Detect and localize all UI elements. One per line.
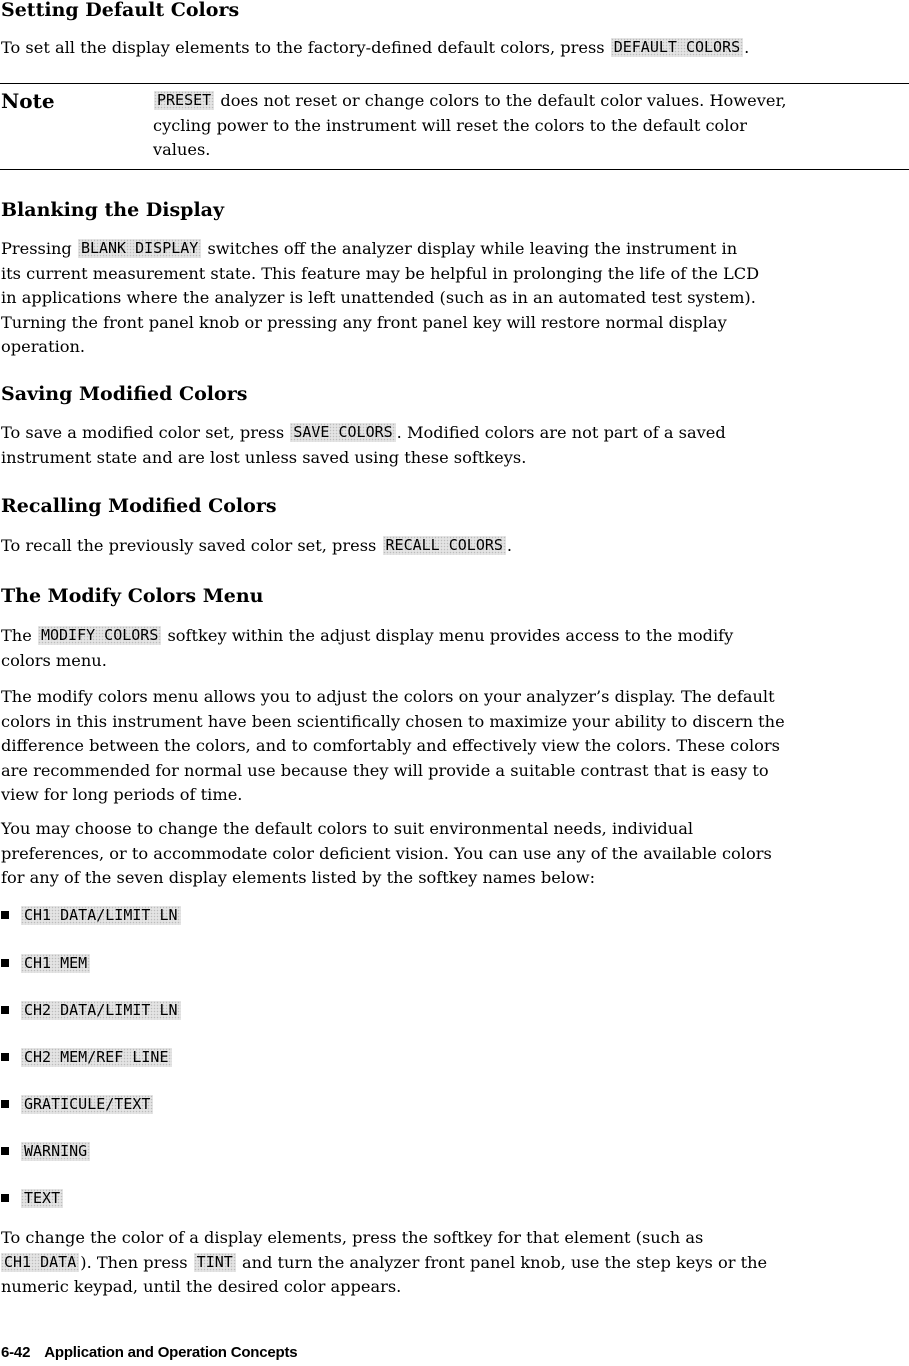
default-colors-paragraph [1, 36, 907, 61]
list-item [1, 1139, 91, 1163]
blank-display-softkey[interactable]: BLANK DISPLAY [78, 239, 201, 258]
bullet-icon [1, 1100, 9, 1108]
heading-blanking-display: Blanking the Display [1, 199, 225, 221]
list-item [1, 1092, 154, 1116]
text: values. [153, 140, 211, 159]
graticule-text-softkey[interactable]: GRATICULE/TEXT [21, 1095, 153, 1114]
text-line: for any of the seven display elements listed by the softkey names below: [1, 868, 596, 887]
text-line: preferences, or to accommodate color deficient vision. You can use any of the available colors [1, 843, 772, 863]
text-line: colors in this instrument have been scientifically chosen to maximize your ability to discern the [1, 711, 785, 731]
text-line: difference between the colors, and to comfortably and effectively view the colors. These colors [1, 736, 780, 755]
recalling-paragraph [1, 534, 907, 559]
bullet-icon [1, 1147, 9, 1155]
text-line: numeric keypad, until the desired color appears. [1, 1277, 402, 1296]
text: colors menu. [1, 650, 107, 670]
default-colors-softkey[interactable]: DEFAULT COLORS [611, 38, 743, 57]
note-text [153, 89, 903, 163]
text-softkey[interactable]: TEXT [21, 1189, 63, 1208]
text: . Modified colors are not part of a saved [396, 423, 726, 442]
text: switches off the analyzer display while leaving the instrument in [202, 239, 738, 258]
note-label: Note [1, 89, 55, 113]
heading-modify-colors-menu: The Modify Colors Menu [1, 585, 264, 607]
tint-softkey[interactable]: TINT [194, 1253, 236, 1272]
ch1-data-limit-ln-softkey[interactable]: CH1 DATA/LIMIT LN [21, 906, 181, 925]
note-bottom-rule [0, 169, 909, 170]
modify-colors-softkey[interactable]: MODIFY COLORS [38, 626, 161, 645]
modify-colors-description [1, 685, 907, 808]
list-item [1, 998, 182, 1022]
ch1-data-softkey[interactable]: CH1 DATA [1, 1253, 79, 1272]
text: in applications where the analyzer is left unattended (such as in an automated test system). [1, 288, 756, 307]
modify-colors-intro [1, 624, 907, 673]
footer-title: Application and Operation Concepts [44, 1344, 298, 1361]
bullet-icon [1, 1053, 9, 1061]
text: . [744, 38, 750, 57]
text: Turning the front panel knob or pressing any front panel key will restore normal display [1, 312, 727, 332]
text: To set all the display elements to the factory-defined default colors, press [1, 38, 610, 57]
blanking-paragraph [1, 237, 907, 360]
save-colors-softkey[interactable]: SAVE COLORS [290, 423, 395, 442]
text: The [1, 626, 37, 645]
text: operation. [1, 337, 86, 356]
heading-setting-default-colors: Setting Default Colors [1, 0, 240, 21]
text: its current measurement state. This feature may be helpful in prolonging the life of the LCD [1, 263, 760, 283]
text-line: The modify colors menu allows you to adjust the colors on your analyzer’s display. The default [1, 687, 775, 706]
text: To recall the previously saved color set, press [1, 536, 382, 555]
page-footer [1, 1344, 297, 1361]
page-number: 6-42 [1, 1344, 31, 1361]
ch1-mem-softkey[interactable]: CH1 MEM [21, 954, 90, 973]
warning-softkey[interactable]: WARNING [21, 1142, 90, 1161]
bullet-icon [1, 911, 9, 919]
text: cycling power to the instrument will reset the colors to the default color [153, 115, 747, 135]
list-item [1, 903, 182, 927]
change-color-paragraph [1, 1226, 907, 1300]
text-line: view for long periods of time. [1, 785, 243, 804]
recall-colors-softkey[interactable]: RECALL COLORS [383, 536, 506, 555]
bullet-icon [1, 1006, 9, 1014]
ch2-mem-ref-line-softkey[interactable]: CH2 MEM/REF LINE [21, 1048, 172, 1067]
list-item [1, 951, 91, 975]
text-line: You may choose to change the default colors to suit environmental needs, individual [1, 819, 694, 838]
modify-colors-choices [1, 817, 907, 891]
list-item [1, 1186, 64, 1210]
text-line: are recommended for normal use because they will provide a suitable contrast that is easy to [1, 760, 769, 780]
heading-saving-modified-colors: Saving Modified Colors [1, 383, 248, 405]
note-top-rule [0, 83, 909, 84]
bullet-icon [1, 1194, 9, 1202]
text: softkey within the adjust display menu provides access to the modify [162, 626, 734, 645]
heading-recalling-modified-colors: Recalling Modified Colors [1, 495, 277, 517]
ch2-data-limit-ln-softkey[interactable]: CH2 DATA/LIMIT LN [21, 1001, 181, 1020]
text: Pressing [1, 239, 77, 258]
text: To save a modified color set, press [1, 423, 290, 442]
text: does not reset or change colors to the default color values. However, [215, 91, 787, 110]
text: ). Then press [80, 1252, 193, 1272]
text-line: To change the color of a display elements, press the softkey for that element (such as [1, 1228, 704, 1247]
list-item [1, 1045, 173, 1069]
text: . [506, 536, 513, 555]
preset-softkey[interactable]: PRESET [154, 91, 214, 110]
text: instrument state and are lost unless saved using these softkeys. [1, 447, 527, 467]
text: and turn the analyzer front panel knob, use the step keys or the [236, 1252, 768, 1272]
bullet-icon [1, 959, 9, 967]
saving-paragraph [1, 421, 907, 470]
